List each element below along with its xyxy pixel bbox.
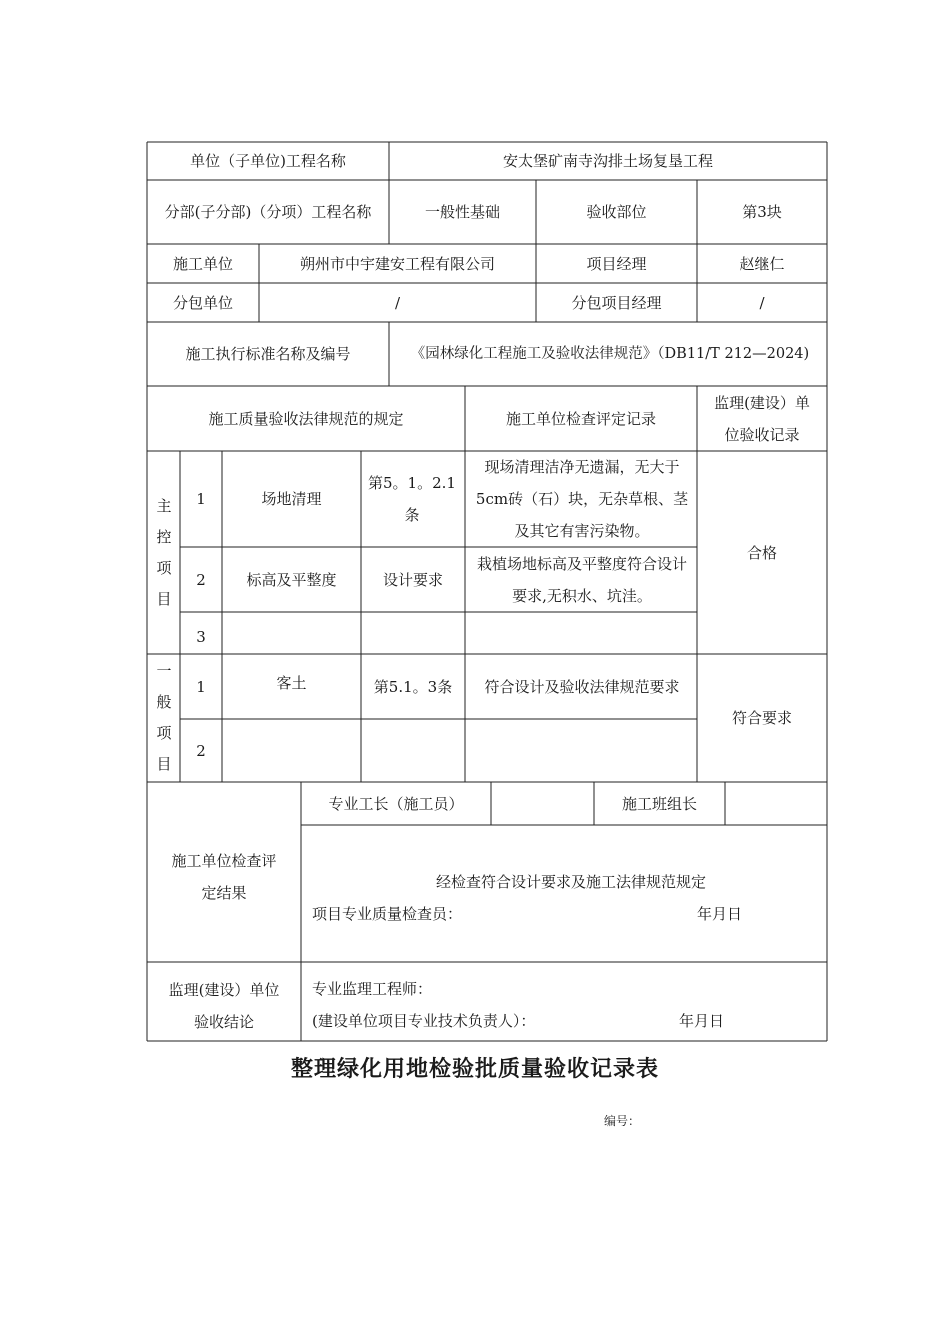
general-item-clause: 第5.1。3条 (373, 677, 453, 696)
general-item-name: 客土 (276, 673, 307, 692)
main-item-clause: 第5。1。2.1条 (368, 474, 456, 524)
acceptance-part-value: 第3块 (742, 203, 782, 221)
general-items-label: 一般项目 (156, 662, 172, 773)
main-item-clause (361, 612, 465, 654)
general-item-no: 2 (196, 741, 206, 760)
pm-value: 赵继仁 (739, 254, 785, 273)
foreman-label: 专业工长（施工员） (328, 794, 464, 813)
quality-inspector-label: 项目专业质量检查员： (312, 905, 463, 923)
standard-label: 施工执行标准名称及编号 (185, 345, 351, 363)
standard-value: 《园林绿化工程施工及验收法律规范》（DB11/T 212—2024) (410, 346, 810, 362)
main-item-name: 标高及平整度 (246, 570, 337, 589)
record-number-label: 编号： (604, 1114, 641, 1128)
general-items-result: 符合要求 (731, 709, 792, 727)
main-item-record: 栽植场地标高及平整度符合设计要求,无积水、坑洼。 (476, 554, 687, 605)
evaluation-conclusion: 经检查符合设计要求及施工法律规范规定 (435, 873, 706, 891)
sub-project-label: 分部(子分部)（分项）工程名称 (164, 203, 372, 221)
general-item-clause (361, 719, 465, 782)
unit-project-value: 安太堡矿南寺沟排土场复垦工程 (502, 152, 713, 170)
owner-technical-lead-label: (建设单位项目专业技术负责人）： (312, 1012, 536, 1030)
general-item-record (465, 719, 697, 782)
general-item-no: 1 (196, 677, 206, 696)
page-title: 整理绿化用地检验批质量验收记录表 (290, 1057, 659, 1082)
check-record-header: 施工单位检查评定记录 (505, 409, 656, 428)
spec-header: 施工质量验收法律规范的规定 (208, 409, 404, 428)
sub-pm-value: / (759, 293, 765, 312)
team-leader-label: 施工班组长 (621, 794, 697, 813)
general-item-name (222, 719, 361, 782)
evaluation-label: 施工单位检查评定结果 (171, 852, 277, 902)
acceptance-part-label: 验收部位 (586, 203, 647, 221)
sub-pm-label: 分包项目经理 (571, 293, 662, 312)
main-item-no: 2 (196, 570, 206, 589)
main-item-record: 现场清理洁净无遗漏，无大于5cm砖（石）块，无杂草根、茎及其它有害污染物。 (475, 458, 689, 540)
team-leader-value (725, 782, 827, 825)
supervision-record-header: 监理(建设）单位验收记录 (714, 393, 810, 444)
general-item-record: 符合设计及验收法律规范要求 (484, 677, 680, 696)
unit-project-label: 单位（子单位)工程名称 (190, 152, 346, 170)
subcontractor-value: / (394, 293, 401, 312)
main-items-label: 主控项目 (156, 496, 172, 608)
main-item-no: 3 (196, 628, 206, 646)
main-item-clause: 设计要求 (382, 570, 443, 589)
main-item-name (222, 612, 361, 654)
foreman-value (491, 782, 594, 825)
contractor-label: 施工单位 (172, 254, 233, 273)
contractor-value: 朔州市中宇建安工程有限公司 (299, 254, 495, 273)
evaluation-date: 年月日 (697, 905, 743, 923)
main-item-no: 1 (196, 490, 206, 508)
supervision-engineer-label: 专业监理工程师： (312, 980, 433, 998)
pm-label: 项目经理 (586, 254, 647, 273)
subcontractor-label: 分包单位 (172, 293, 233, 312)
main-items-result: 合格 (746, 543, 777, 562)
supervision-label: 监理(建设）单位验收结论 (168, 980, 280, 1031)
sub-project-value: 一般性基础 (424, 203, 500, 221)
supervision-date: 年月日 (679, 1012, 725, 1030)
main-item-record (465, 612, 697, 654)
main-item-name: 场地清理 (261, 490, 322, 508)
